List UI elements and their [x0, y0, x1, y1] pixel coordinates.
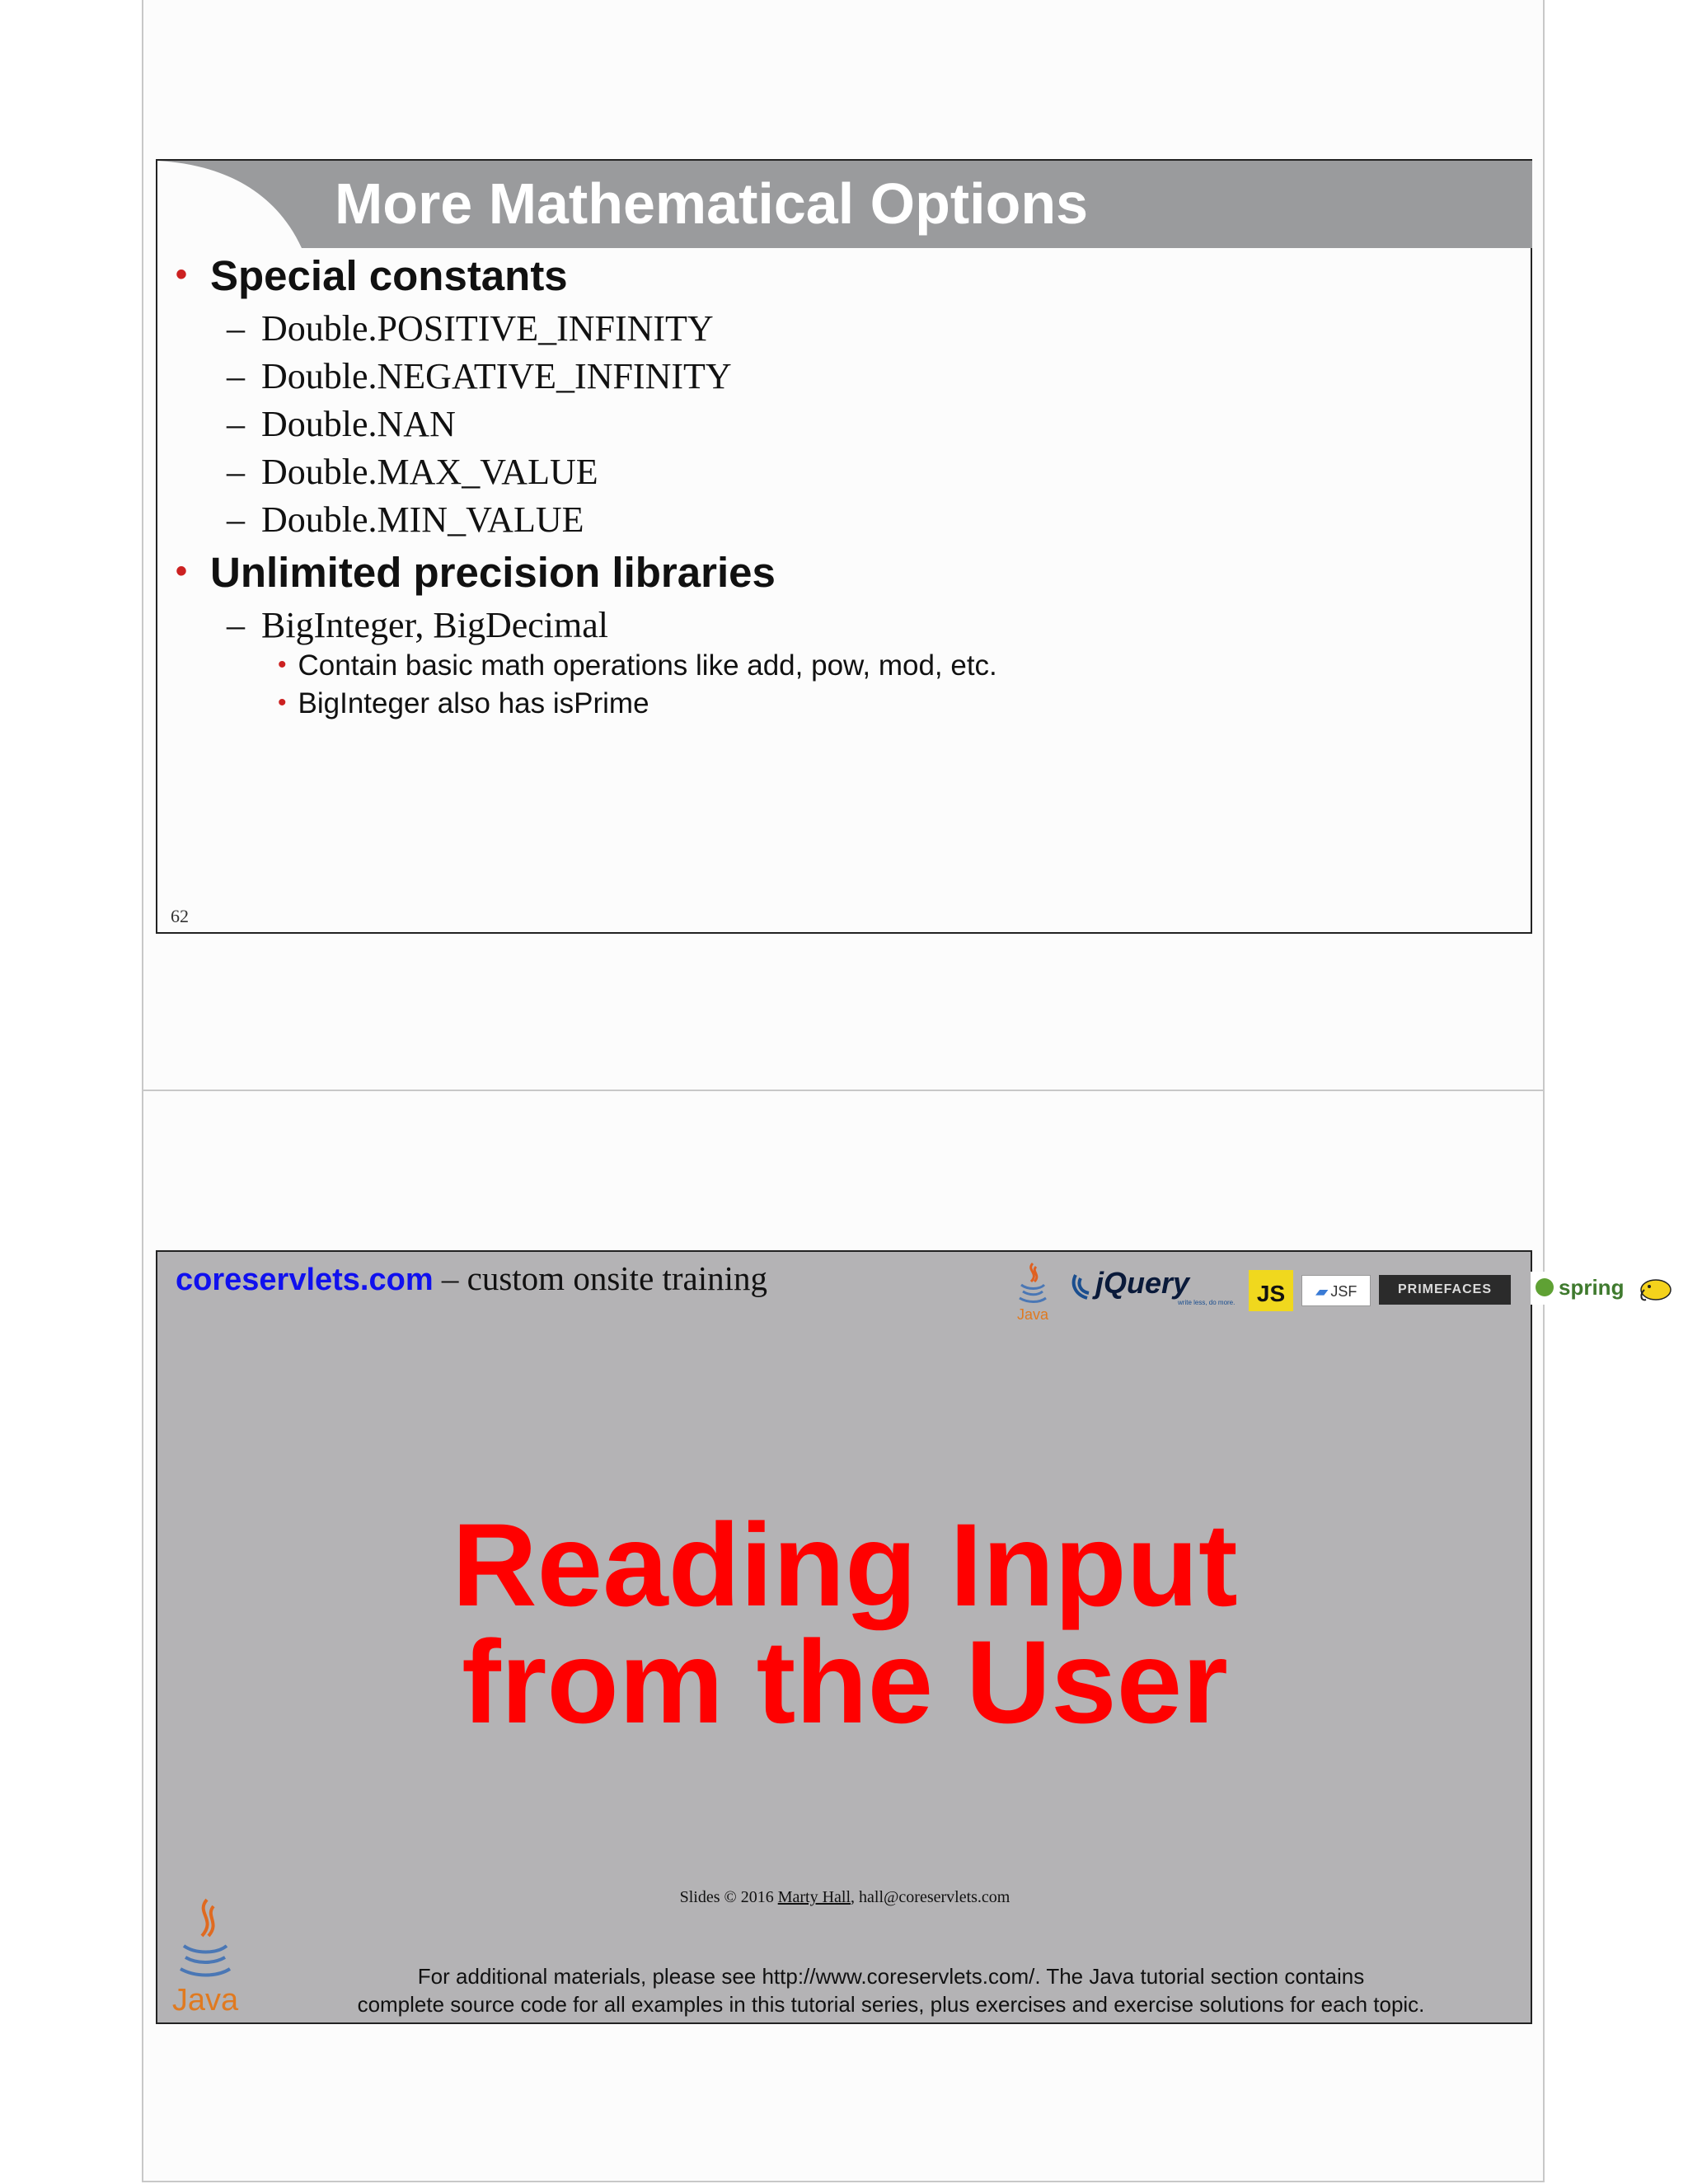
spring-logo-icon: spring: [1531, 1272, 1623, 1305]
sub-list-item: • Contain basic math operations like add, pow, mod, etc.: [278, 649, 997, 682]
bullet-dot: •: [176, 553, 188, 589]
sub-list-item: • BigInteger also has isPrime: [278, 687, 649, 719]
copyright-line: Slides © 2016 Marty Hall, hall@coreservlets.com: [679, 1888, 1010, 1906]
bullet-dot: •: [278, 689, 287, 716]
svg-text:Java: Java: [1016, 1306, 1049, 1323]
jsf-logo-icon: ▰ JSF: [1301, 1275, 1371, 1306]
list-item: – BigInteger, BigDecimal: [227, 605, 609, 645]
site-name: coreservlets.com: [176, 1263, 434, 1297]
list-item: – Double.MAX_VALUE: [227, 452, 598, 492]
hadoop-elephant-icon: [1636, 1272, 1676, 1306]
list-item: – Double.MIN_VALUE: [227, 499, 584, 540]
bullet-dot: •: [278, 651, 287, 678]
javascript-logo-icon: JS: [1249, 1270, 1293, 1311]
list-item: – Double.NEGATIVE_INFINITY: [227, 356, 732, 396]
author-link[interactable]: Marty Hall: [777, 1888, 851, 1906]
page-divider: [142, 1090, 1545, 1091]
title-bar-curve-decoration: [157, 161, 339, 248]
svg-text:jQuery: jQuery: [1095, 1266, 1190, 1300]
list-item: – Double.NAN: [227, 404, 456, 444]
brand-header: [176, 1258, 767, 1298]
list-item: – Double.POSITIVE_INFINITY: [227, 308, 714, 349]
primefaces-logo-icon: PRIMEFACES: [1379, 1275, 1511, 1305]
section-title: Reading Input from the User: [452, 1500, 1238, 1748]
footer-note: For additional materials, please see http://www.coreservlets.com/. The Java tutorial section contains complete source code for all examples in this tutorial series, plus exercises and exercise solutions for each topic.: [357, 1964, 1425, 2017]
svg-text:write less, do more.: write less, do more.: [1178, 1299, 1236, 1306]
tagline: – custom onsite training: [433, 1259, 768, 1297]
bullet-special-constants: • Special constants: [176, 252, 568, 299]
slide-reading-input: [156, 1250, 1625, 2024]
slide-number: 62: [171, 906, 189, 926]
technology-logos: [850, 1257, 1625, 1323]
jquery-logo-icon: [1071, 1267, 1236, 1308]
java-logo-icon: [1015, 1260, 1051, 1323]
svg-text:Java: Java: [171, 1983, 239, 2018]
bullet-unlimited-precision: • Unlimited precision libraries: [176, 549, 776, 596]
slide-title: More Mathematical Options: [335, 171, 1089, 236]
bullet-dot: •: [176, 256, 188, 293]
slide-more-mathematical-options: [156, 159, 1532, 934]
